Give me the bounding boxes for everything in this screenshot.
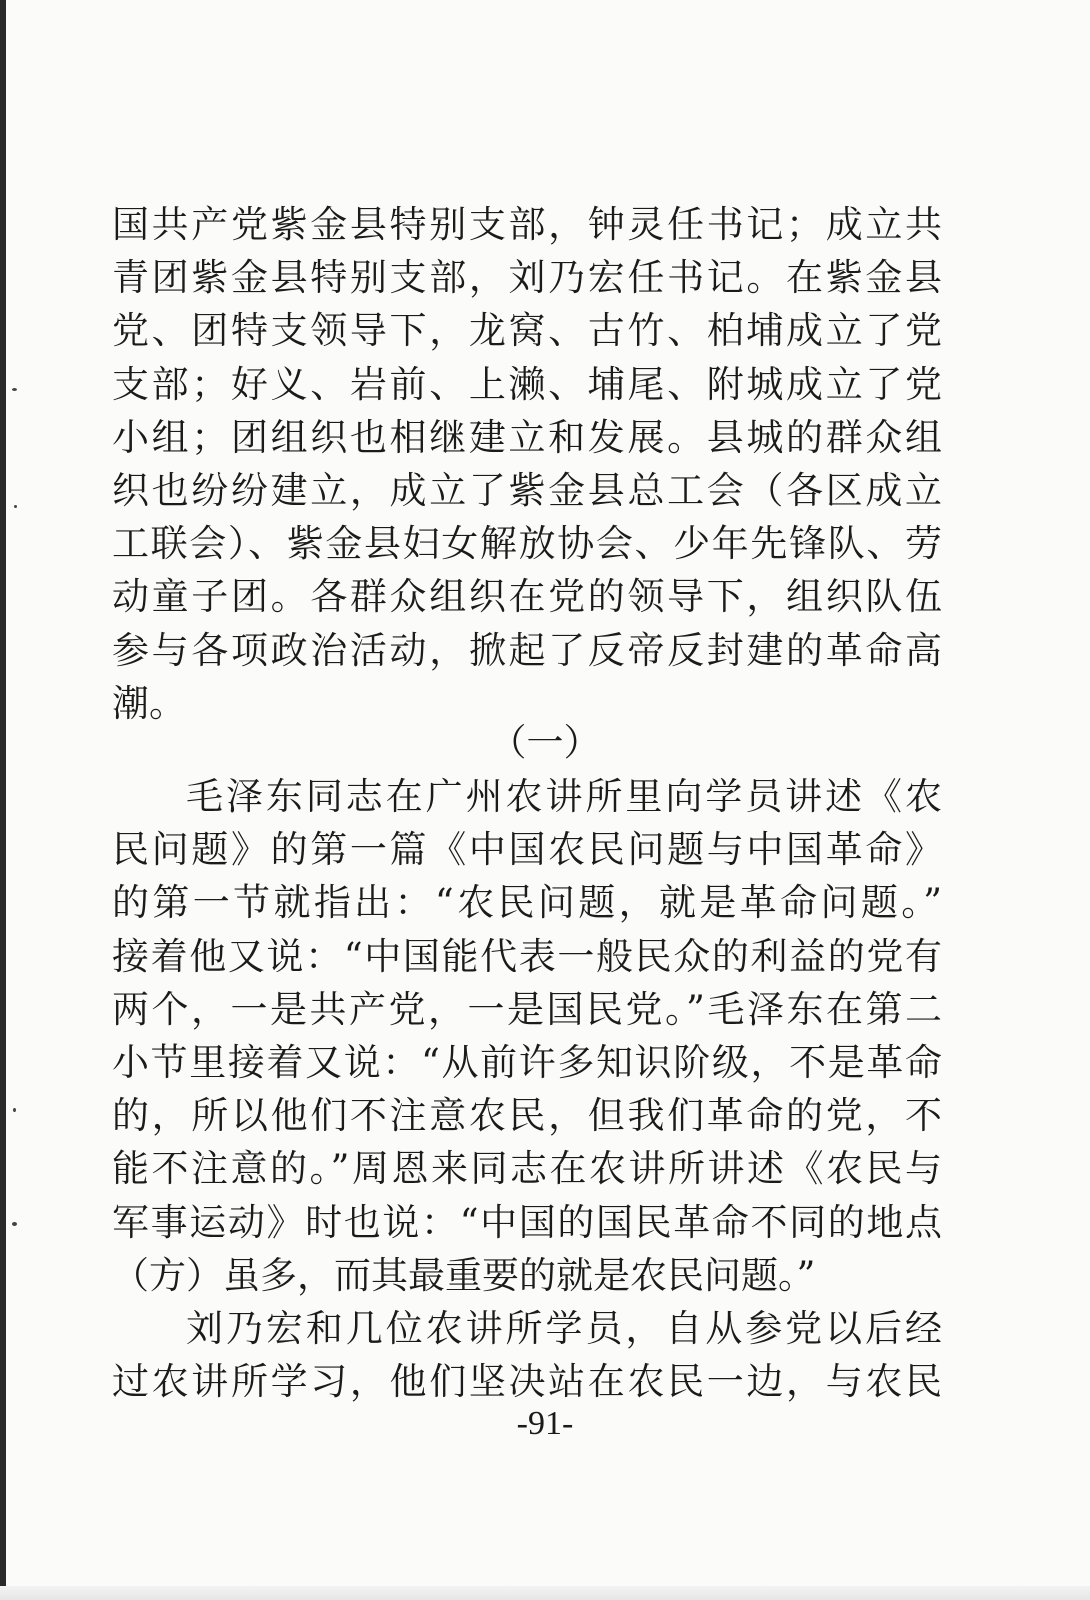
text-line: 党、团特支领导下，龙窝、古竹、柏埔成立了党 [112, 309, 942, 353]
text-line: 的第一节就指出：“农民问题，就是革命问题。” [112, 881, 942, 925]
scan-speck [12, 1222, 17, 1226]
text-line: 接着他又说：“中国能代表一般民众的利益的党有 [112, 934, 942, 978]
paragraph-body [112, 770, 942, 1408]
text-line: 民问题》的第一篇《中国农民问题与中国革命》 [112, 828, 942, 872]
text-line: 刘乃宏和几位农讲所学员，自从参党以后经 [186, 1306, 942, 1350]
text-line: 毛泽东同志在广州农讲所里向学员讲述《农 [186, 775, 942, 818]
paragraph-continued [112, 198, 942, 730]
text-line: 参与各项政治活动，掀起了反帝反封建的革命高 [112, 628, 942, 672]
text-line: （方）虽多，而其最重要的就是农民问题。” [112, 1253, 816, 1297]
text-line: 两个，一是共产党，一是国民党。”毛泽东在第二 [112, 987, 942, 1031]
text-line: 小节里接着又说：“从前许多知识阶级，不是革命 [112, 1040, 942, 1084]
text-line: 青团紫金县特别支部，刘乃宏任书记。在紫金县 [112, 256, 942, 300]
text-line: 国共产党紫金县特别支部，钟灵任书记；成立共 [112, 203, 942, 246]
scan-speck [12, 388, 17, 391]
text-line: 工联会）、紫金县妇女解放协会、少年先锋队、劳 [112, 522, 942, 566]
text-line: 织也纷纷建立，成立了紫金县总工会（各区成立 [112, 468, 942, 512]
scan-speck [14, 505, 17, 508]
text-line: 动童子团。各群众组织在党的领导下，组织队伍 [112, 575, 942, 619]
text-line: 潮。 [112, 681, 186, 725]
scan-speck [13, 1108, 16, 1112]
section-heading: （一） [489, 721, 601, 764]
scan-left-edge [0, 0, 6, 1600]
text-line: 小组；团组织也相继建立和发展。县城的群众组 [112, 415, 942, 459]
text-line: 支部；好义、岩前、上濑、埔尾、附城成立了党 [112, 362, 942, 406]
scan-bottom-edge [0, 1586, 1090, 1600]
text-line: 军事运动》时也说：“中国的国民革命不同的地点 [112, 1200, 942, 1244]
text-line: 的，所以他们不注意农民，但我们革命的党，不 [112, 1094, 942, 1138]
page-number: -91- [516, 1405, 574, 1442]
text-line: 能不注意的。”周恩来同志在农讲所讲述《农民与 [112, 1147, 942, 1191]
text-line: 过农讲所学习，他们坚决站在农民一边，与农民 [112, 1360, 942, 1404]
